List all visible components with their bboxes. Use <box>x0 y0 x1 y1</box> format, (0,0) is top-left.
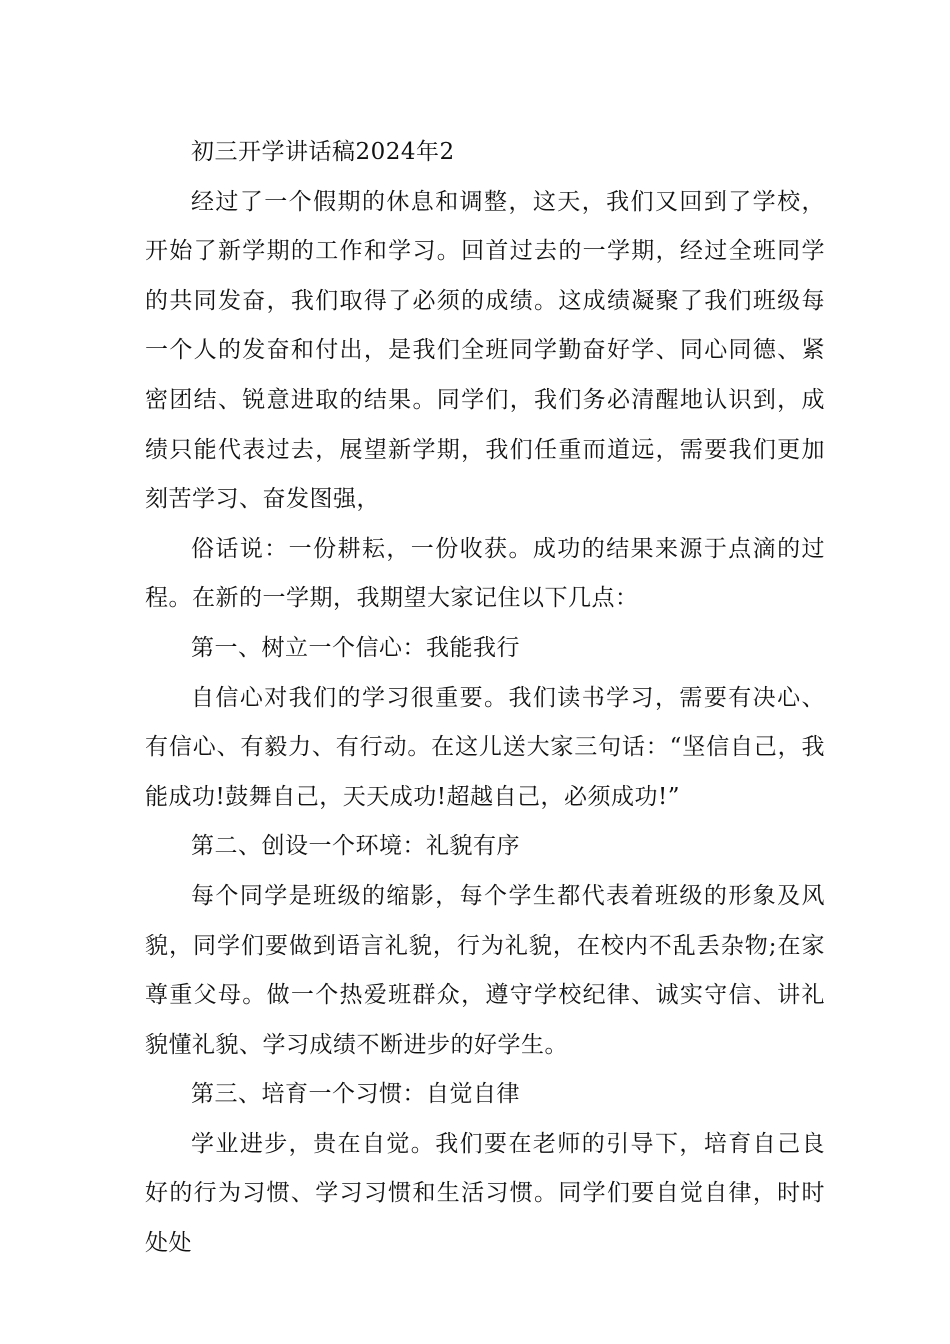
document-body <box>145 128 825 1269</box>
document-title: 初三开学讲话稿2024年2 <box>191 139 455 165</box>
heading-point-three: 第三、培育一个习惯：自觉自律 <box>191 1081 520 1108</box>
paragraph-proverb: 俗话说：一份耕耘，一份收获。成功的结果来源于点滴的过程。在新的一学期，我期望大家记住以下几点： <box>145 535 825 612</box>
paragraph-point-one: 自信心对我们的学习很重要。我们读书学习，需要有决心、有信心、有毅力、有行动。在这儿送大家三句话：“坚信自己，我能成功!鼓舞自己，天天成功!超越自己，必须成功!” <box>145 684 825 810</box>
heading-point-two: 第二、创设一个环境：礼貌有序 <box>191 833 520 860</box>
heading-point-one: 第一、树立一个信心：我能我行 <box>191 634 520 661</box>
paragraph-point-two: 每个同学是班级的缩影，每个学生都代表着班级的形象及风貌，同学们要做到语言礼貌，行为礼貌，在校内不乱丢杂物;在家尊重父母。做一个热爱班群众，遵守学校纪律、诚实守信、讲礼貌懂礼貌、学习成绩不断进步的好学生。 <box>145 882 825 1058</box>
paragraph-intro: 经过了一个假期的休息和调整，这天，我们又回到了学校，开始了新学期的工作和学习。回首过去的一学期，经过全班同学的共同发奋，我们取得了必须的成绩。这成绩凝聚了我们班级每一个人的发奋和付出，是我们全班同学勤奋好学、同心同德、紧密团结、锐意进取的结果。同学们，我们务必清醒地认识到，成绩只能代表过去，展望新学期，我们任重而道远，需要我们更加刻苦学习、奋发图强， <box>145 188 825 513</box>
paragraph-point-three: 学业进步，贵在自觉。我们要在老师的引导下，培育自己良好的行为习惯、学习习惯和生活习惯。同学们要自觉自律，时时处处 <box>145 1130 825 1257</box>
